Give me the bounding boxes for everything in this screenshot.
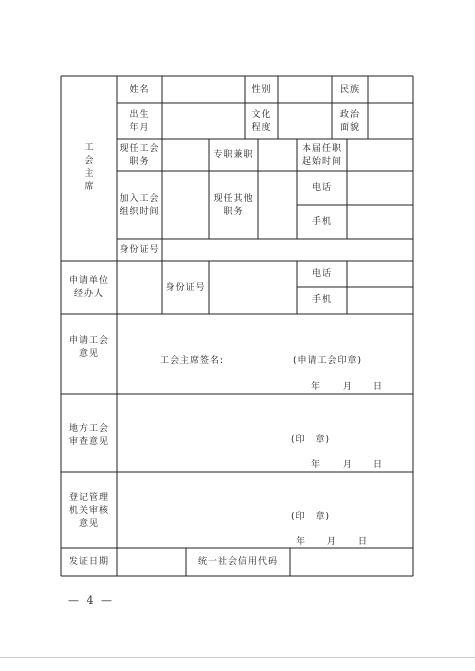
union-year: 年 [311, 382, 322, 392]
local-day: 日 [373, 460, 384, 470]
education-label-line1: 文化 [251, 110, 272, 120]
chairman-signature-label: 工会主席签名: [160, 356, 225, 366]
agent-label-line1: 申请单位 [68, 276, 109, 286]
page-bottom-edge [0, 657, 475, 658]
chairman-id-label: 身份证号 [119, 245, 160, 255]
page-number: — 4 — [68, 594, 114, 607]
current-position-label-line1: 现任工会 [119, 144, 160, 154]
gender-label: 性别 [251, 85, 272, 95]
join-label-line1: 加入工会 [119, 194, 160, 204]
registry-opinion-label-line2: 机关审核 [68, 506, 109, 516]
union-seal-label: (申请工会印章) [293, 356, 363, 366]
agent-label-line2: 经办人 [73, 289, 104, 299]
term-label-line1: 本届任职 [301, 144, 342, 154]
local-seal-label: (印 章) [291, 435, 331, 445]
union-opinion-label-line1: 申请工会 [68, 336, 109, 346]
local-month: 月 [343, 460, 354, 470]
local-year: 年 [311, 460, 322, 470]
other-position-label-line2: 职务 [223, 207, 244, 217]
local-opinion-label-line2: 审查意见 [68, 437, 109, 447]
registry-month: 月 [327, 537, 338, 547]
political-label-line1: 政治 [339, 110, 360, 120]
union-day: 日 [373, 382, 384, 392]
education-label-line2: 程度 [251, 123, 272, 133]
registry-seal-label: (印 章) [291, 512, 331, 522]
current-position-label-line2: 职务 [129, 157, 150, 167]
chairman-section-label: 工会主席 [84, 143, 94, 192]
registry-day: 日 [358, 537, 369, 547]
birth-label-line2: 年月 [129, 123, 150, 133]
name-label: 姓名 [129, 85, 150, 95]
agent-phone-label: 电话 [311, 269, 332, 279]
union-month: 月 [343, 382, 354, 392]
registry-opinion-label-line1: 登记管理 [68, 493, 109, 503]
fulltime-label: 专职兼职 [213, 150, 254, 160]
birth-label-line1: 出生 [129, 110, 150, 120]
other-position-label-line1: 现任其他 [213, 194, 254, 204]
chairman-phone-label: 电话 [311, 183, 332, 193]
issue-date-label: 发证日期 [68, 557, 109, 567]
agent-mobile-label: 手机 [311, 295, 332, 305]
registry-opinion-label-line3: 意见 [78, 519, 99, 529]
political-label-line2: 面貌 [339, 123, 360, 133]
chairman-mobile-label: 手机 [311, 217, 332, 227]
join-label-line2: 组织时间 [119, 207, 160, 217]
registry-year: 年 [296, 537, 307, 547]
term-label-line2: 起始时间 [301, 157, 342, 167]
ethnicity-label: 民族 [339, 85, 360, 95]
credit-code-label: 统一社会信用代码 [197, 557, 278, 567]
union-opinion-label-line2: 意见 [78, 349, 99, 359]
local-opinion-label-line1: 地方工会 [68, 424, 109, 434]
agent-id-label: 身份证号 [165, 283, 206, 293]
